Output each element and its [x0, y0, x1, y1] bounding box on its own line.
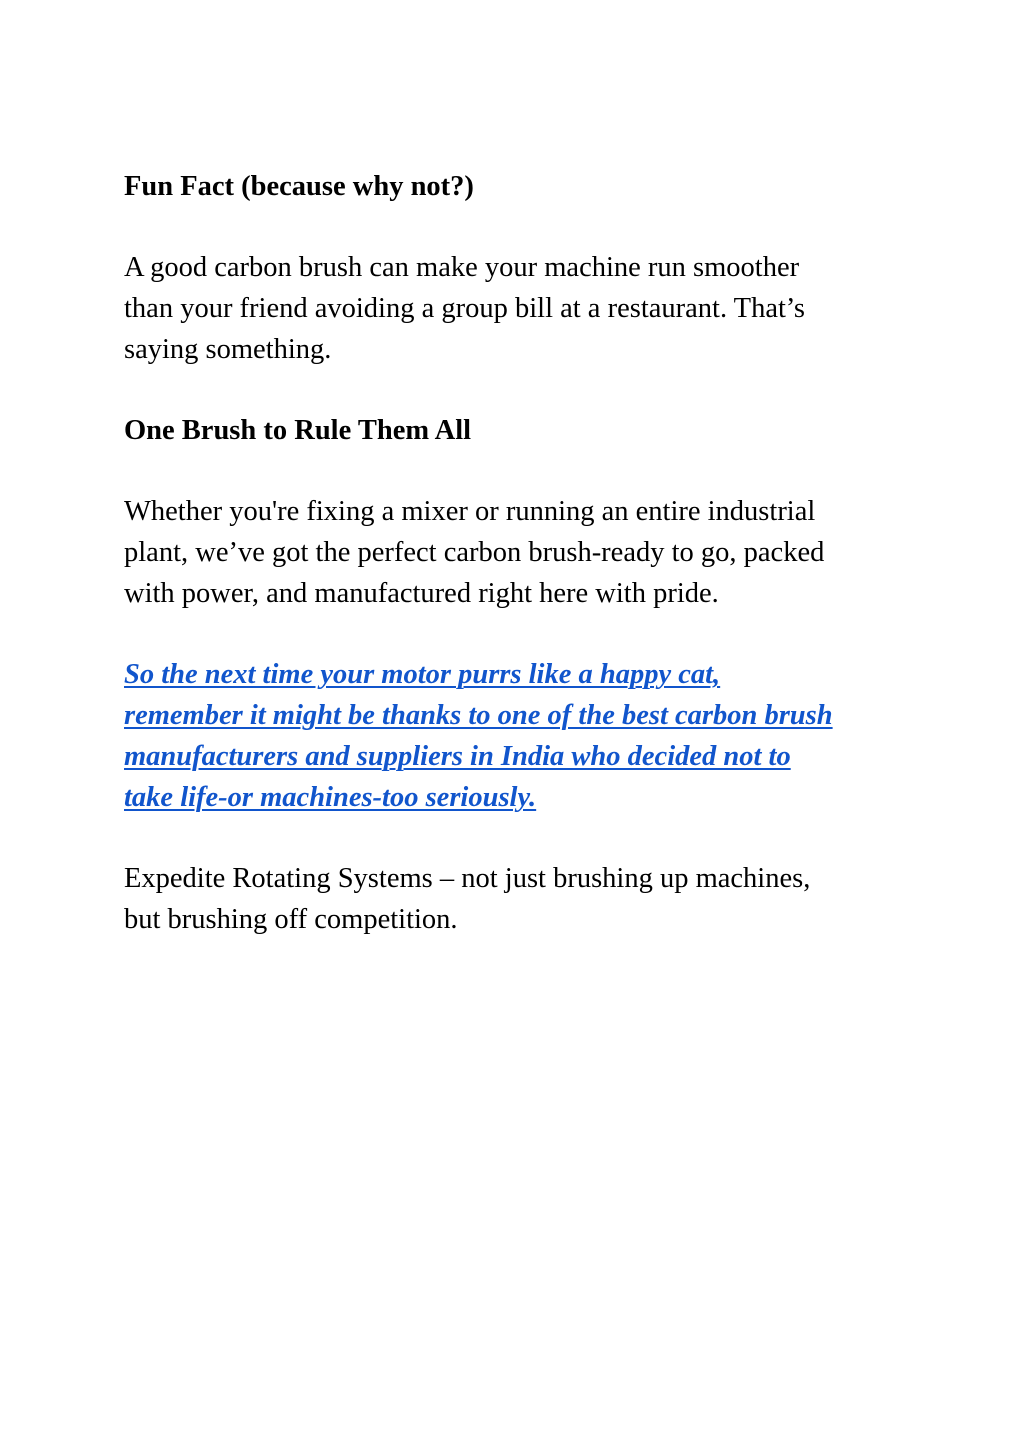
paragraph-closing-expedite	[124, 858, 810, 940]
paragraph-mixer-industrial	[124, 491, 824, 614]
paragraph-line: but brushing off competition.	[124, 904, 458, 935]
paragraph-line: than your friend avoiding a group bill at a restaurant. That’s	[124, 293, 805, 324]
paragraph-line: with power, and manufactured right here with pride.	[124, 578, 719, 609]
heading-text: One Brush to Rule Them All	[124, 415, 472, 446]
manufacturers-link-line[interactable]: take life-or machines-too seriously.	[124, 782, 537, 813]
heading-text: Fun Fact (because why not?)	[124, 171, 474, 202]
paragraph-line: saying something.	[124, 334, 332, 365]
paragraph-line: A good carbon brush can make your machine run smoother	[124, 252, 800, 283]
paragraph-line: Expedite Rotating Systems – not just brushing up machines,	[124, 863, 811, 894]
manufacturers-link-line[interactable]: remember it might be thanks to one of the best carbon brush	[124, 700, 833, 731]
paragraph-line: plant, we’ve got the perfect carbon brush-ready to go, packed	[124, 537, 825, 568]
heading-fun-fact	[124, 166, 474, 207]
paragraph-carbon-brush-smoother	[124, 247, 805, 370]
manufacturers-link-line[interactable]: manufacturers and suppliers in India who decided not to	[124, 741, 791, 772]
heading-one-brush	[124, 410, 471, 451]
paragraph-line: Whether you're fixing a mixer or running an entire industrial	[124, 496, 816, 527]
link-paragraph-manufacturers[interactable]	[124, 654, 833, 818]
manufacturers-link-line[interactable]: So the next time your motor purrs like a happy cat,	[124, 659, 721, 690]
